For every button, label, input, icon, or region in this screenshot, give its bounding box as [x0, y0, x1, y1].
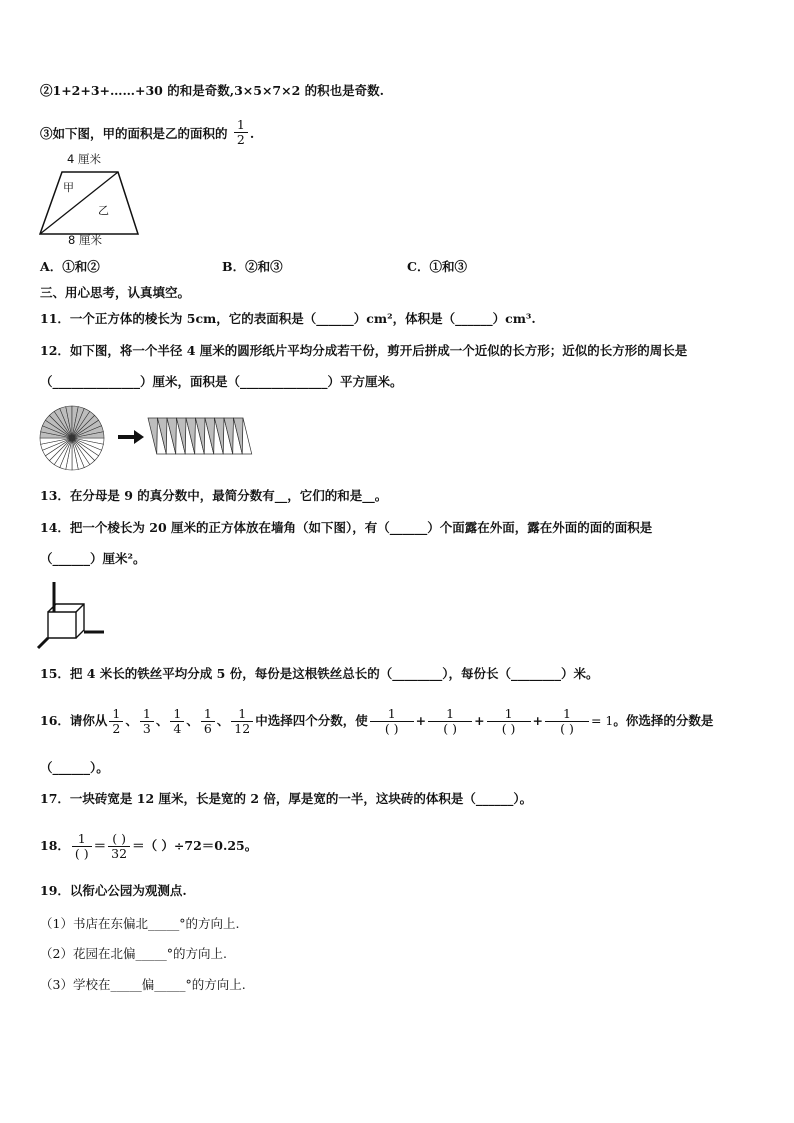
question-14-line-1: 14．把一个棱长为 20 厘米的正方体放在墙角（如下图），有（______）个面露在外面，露在外面的面的面积是: [40, 520, 653, 535]
fraction-1-3: $\frac{1}{3}$: [140, 707, 154, 736]
question-17: 17．一块砖宽是 12 厘米，长是宽的 2 倍，厚是宽的一半，这块砖的体积是（______）。: [40, 791, 533, 806]
option-a: A．①和②: [40, 259, 100, 274]
question-11: 11．一个正方体的棱长为 5cm，它的表面积是（______）cm²，体积是（______）cm³.: [40, 311, 536, 326]
rect-sector-up: [242, 418, 252, 454]
question-16-line-2: （______）。: [40, 760, 109, 775]
q10-item-3-text: ③如下图，甲的面积是乙的面积的: [40, 126, 228, 141]
question-19-sub-1: （1）书店在东偏北_____°的方向上.: [40, 916, 240, 931]
section-3-title: 三、用心思考，认真填空。: [40, 285, 191, 300]
q10-item-2: ②1+2+3+……+30 的和是奇数,3×5×7×2 的积也是奇数.: [40, 83, 385, 98]
question-16: 16．请你从 $\frac{1}{2}$ 、 $\frac{1}{3}$ 、 $\frac{1}{4}$ 、 $\frac{1}{6}$ 、 $\frac{1}{12}$ 中选择四个分数，使 $\frac{1}{( )}$ + $\frac{1}{( )}$ + $\frac{1}{( )}$ + $\frac{1}{( )}$ = 1。你选择的分数是: [40, 706, 714, 736]
question-19-sub-3: （3）学校在_____偏_____°的方向上.: [40, 977, 246, 992]
trapezoid-jia-label: 甲: [63, 181, 74, 194]
option-b: B．②和③: [222, 259, 283, 274]
cube-in-corner-figure: [36, 580, 108, 650]
fraction-1-12: $\frac{1}{12}$: [231, 707, 253, 736]
q10-item-3: ③如下图，甲的面积是乙的面积的 $\frac{1}{2}$ .: [40, 117, 255, 147]
rect-sector-down: [148, 418, 158, 454]
circle-to-rectangle-figure: [36, 404, 266, 480]
blank-fraction-4: $\frac{1}{( )}$: [545, 707, 589, 736]
question-12-line-1: 12．如下图，将一个半径 4 厘米的圆形纸片平均分成若干份，剪开后拼成一个近似的长方形；近似的长方形的周长是: [40, 343, 688, 358]
question-15: 15．把 4 米长的铁丝平均分成 5 份，每份是这根铁丝总长的（________），每份长（________）米。: [40, 666, 599, 681]
blank-fraction-1: $\frac{1}{( )}$: [370, 707, 414, 736]
question-19-sub-2: （2）花园在北偏_____°的方向上.: [40, 946, 227, 961]
fraction-one-half: $\frac{1}{2}$: [234, 118, 248, 147]
blank-fraction-3: $\frac{1}{( )}$: [487, 707, 531, 736]
blank-fraction-2: $\frac{1}{( )}$: [428, 707, 472, 736]
q18-fraction-2: $\frac{( )}{32}$: [108, 832, 130, 861]
arrow-icon: [118, 430, 144, 444]
trapezoid-yi-label: 乙: [98, 204, 109, 217]
fraction-1-4: $\frac{1}{4}$: [170, 707, 184, 736]
question-18: 18． $\frac{1}{( )}$ ＝ $\frac{( )}{32}$ ＝（ ）÷72＝0.25。: [40, 831, 258, 861]
trapezoid-top-label: 4 厘米: [67, 152, 101, 166]
question-12-line-2: （______________）厘米，面积是（______________）平方厘米。: [40, 374, 403, 389]
question-14-line-2: （______）厘米²。: [40, 551, 146, 566]
question-19-title: 19．以衔心公园为观测点.: [40, 883, 187, 898]
trapezoid-bottom-label: 8 厘米: [68, 233, 102, 247]
question-13: 13．在分母是 9 的真分数中，最简分数有__，它们的和是__。: [40, 488, 388, 503]
q18-fraction-1: $\frac{1}{( )}$: [72, 832, 92, 861]
fraction-1-2: $\frac{1}{2}$: [109, 707, 123, 736]
fraction-1-6: $\frac{1}{6}$: [201, 707, 215, 736]
option-c: C．①和③: [407, 259, 467, 274]
